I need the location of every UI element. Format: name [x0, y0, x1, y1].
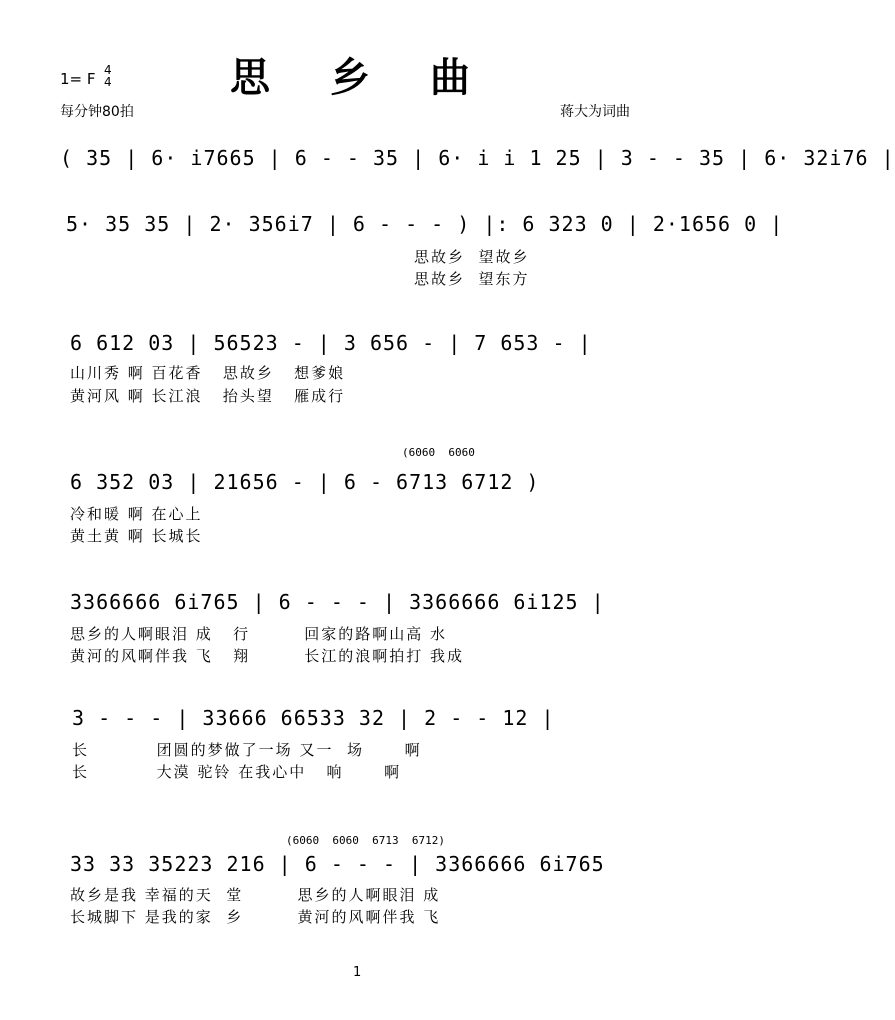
- lyric-verse-1-line-5: 思乡的人啊眼泪 成 行 回家的路啊山高 水: [70, 625, 447, 643]
- notation-line-1: ( 35 | 6· i7665 | 6 - - 35 | 6· i i 1 25 | 3 - - 35 | 6· 32i76 |: [60, 146, 895, 170]
- lyric-verse-2-line-4: 黄土黄 啊 长城长: [70, 527, 203, 545]
- notation-line-2: 5· 35 35 | 2· 356i7 | 6 - - - ) |: 6 323 0 | 2·1656 0 |: [66, 212, 784, 236]
- notation-line-4: 6 352 03 | 21656 - | 6 - 6713 6712 ): [70, 470, 540, 494]
- lyric-verse-1-line-2: 思故乡 望故乡: [414, 248, 530, 266]
- page-number: 1: [353, 965, 362, 980]
- lyric-verse-2-line-2: 思故乡 望东方: [414, 270, 530, 288]
- notation-line-6: 3 - - - | 33666 66533 32 | 2 - - 12 |: [72, 706, 555, 730]
- time-signature: [104, 64, 112, 88]
- notation-line-5: 3366666 6i765 | 6 - - - | 3366666 6i125 |: [70, 590, 605, 614]
- lyric-verse-1-line-6: 长 团圆的梦做了一场 又一 场 啊: [72, 741, 422, 759]
- lyric-verse-1-line-3: 山川秀 啊 百花香 思故乡 想爹娘: [70, 364, 346, 382]
- composer-credit: 蒋大为词曲: [560, 104, 630, 120]
- interlude-line-7: (6060 6060 6713 6712): [286, 834, 445, 847]
- song-title: 思乡曲: [230, 54, 530, 101]
- lyric-verse-2-line-6: 长 大漠 驼铃 在我心中 响 啊: [72, 763, 402, 781]
- tempo-marking: 每分钟80拍: [60, 104, 134, 120]
- key-signature: 1= F: [60, 70, 96, 88]
- lyric-verse-2-line-7: 长城脚下 是我的家 乡 黄河的风啊伴我 飞: [70, 908, 441, 926]
- lyric-verse-1-line-7: 故乡是我 幸福的天 堂 思乡的人啊眼泪 成: [70, 886, 441, 904]
- time-signature-bottom: 4: [104, 75, 112, 89]
- notation-line-3: 6 612 03 | 56523 - | 3 656 - | 7 653 - |: [70, 331, 592, 355]
- time-signature-top: 4: [104, 63, 112, 77]
- lyric-verse-2-line-5: 黄河的风啊伴我 飞 翔 长江的浪啊拍打 我成: [70, 647, 464, 665]
- lyric-verse-2-line-3: 黄河风 啊 长江浪 抬头望 雁成行: [70, 387, 346, 405]
- lyric-verse-1-line-4: 冷和暖 啊 在心上: [70, 505, 203, 523]
- notation-line-7: 33 33 35223 216 | 6 - - - | 3366666 6i765: [70, 852, 605, 876]
- interlude-line-4: (6060 6060: [402, 446, 475, 459]
